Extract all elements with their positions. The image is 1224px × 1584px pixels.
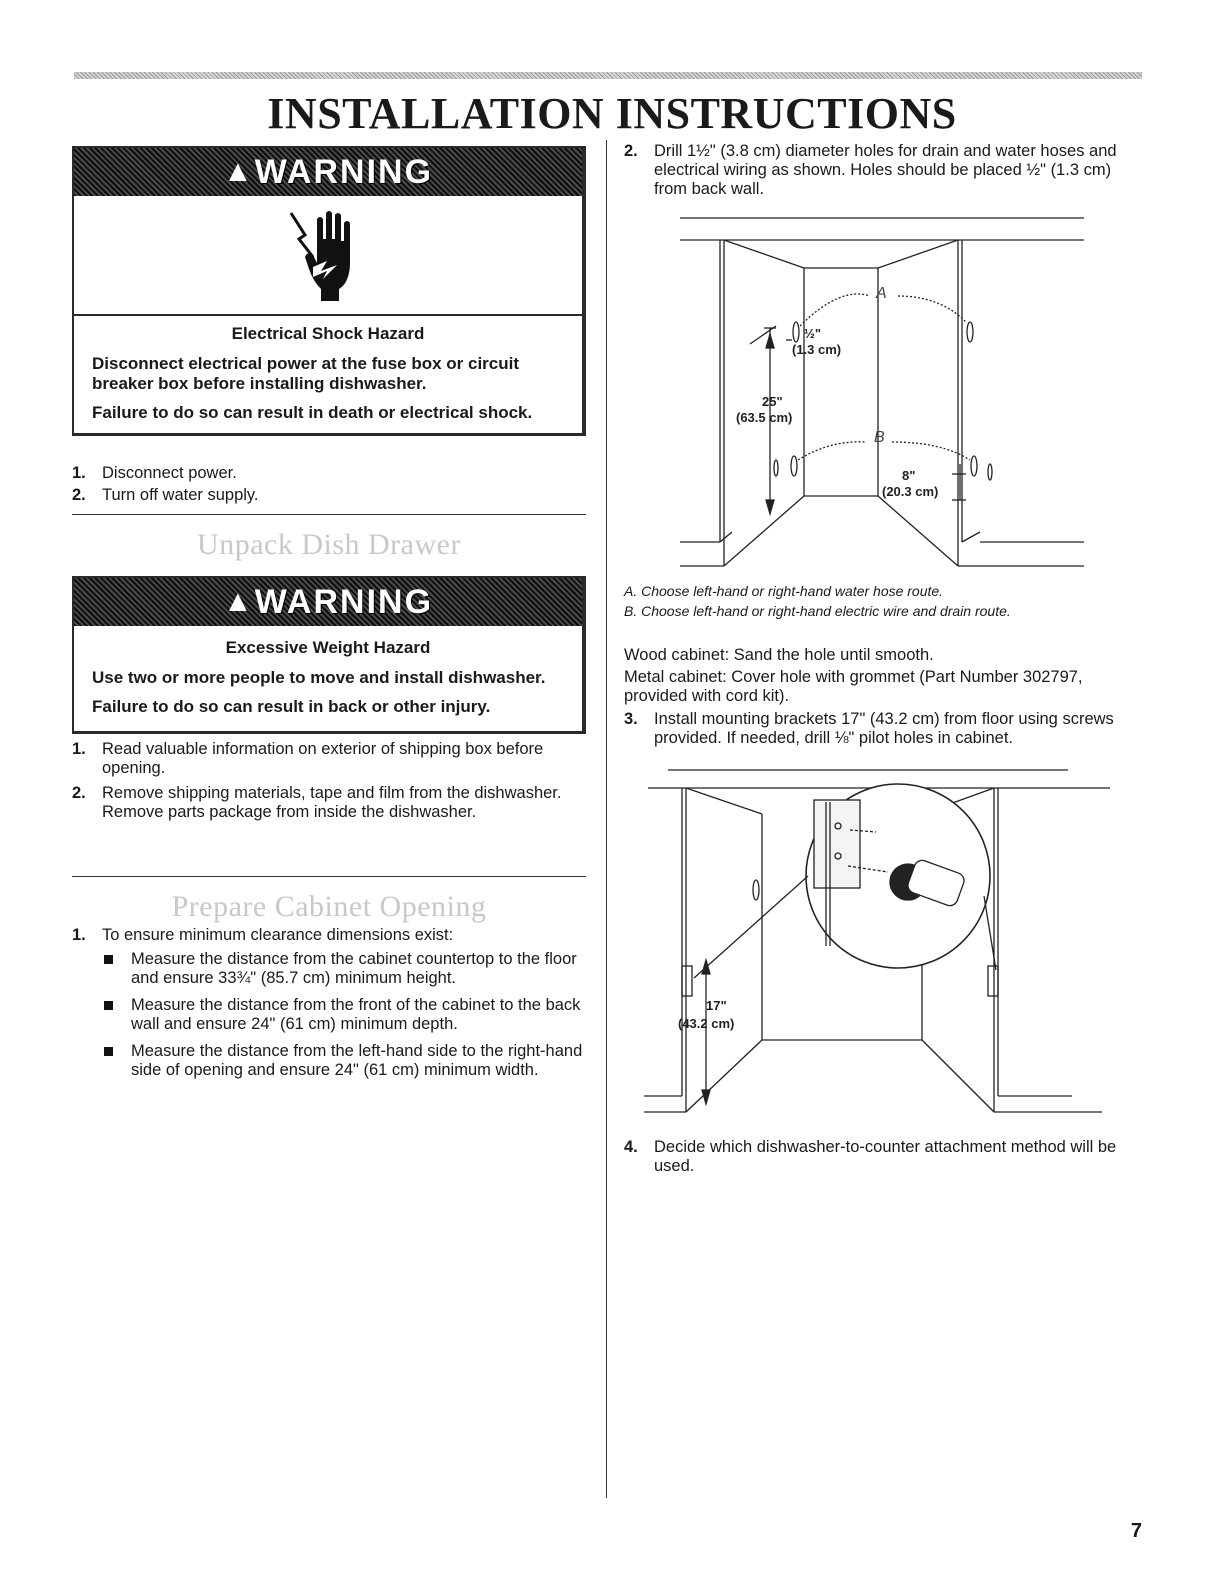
wood-cabinet-note: Wood cabinet: Sand the hole until smooth.	[624, 646, 934, 664]
warning-label: WARNING	[254, 582, 434, 621]
list-item: 3. Install mounting brackets 17" (43.2 cm) from floor using screws provided. If needed, drill ⅛" pilot holes in cabinet.	[624, 710, 1114, 747]
top-decorative-rule	[74, 72, 1142, 79]
hazard-title: Excessive Weight Hazard	[225, 638, 431, 657]
warning-instruction: Use two or more people to move and install dishwasher.	[92, 668, 546, 687]
column-divider	[606, 140, 607, 1498]
warning-label: WARNING	[254, 152, 434, 191]
prepare-section-title: Prepare Cabinet Opening	[171, 890, 487, 923]
section-divider	[72, 514, 586, 515]
bullet-item: Measure the distance from the cabinet countertop to the floor and ensure 33¾" (85.7 cm) minimum height.	[102, 950, 586, 988]
attachment-step	[624, 1138, 1124, 1179]
dim-8-cm: (20.3 cm)	[882, 484, 939, 499]
metal-cabinet-note: Metal cabinet: Cover hole with grommet (Part Number 302797, provided with cord kit).	[624, 668, 1083, 705]
dim-half-inch: ½"	[804, 326, 822, 341]
warning-header	[74, 148, 582, 196]
electrical-shock-hand-icon	[283, 205, 373, 305]
dim-17-cm: (43.2 cm)	[678, 1016, 735, 1031]
dim-17-inch: 17"	[706, 998, 727, 1013]
warning-icon-row	[74, 196, 582, 316]
bullet-square-icon	[104, 1001, 113, 1010]
electrical-warning-box	[72, 146, 586, 436]
list-item: 4. Decide which dishwasher-to-counter attachment method will be used.	[624, 1138, 1117, 1175]
page-number: 7	[1130, 1520, 1142, 1542]
dim-25-inch: 25"	[762, 394, 783, 409]
dim-half-cm: (1.3 cm)	[792, 342, 842, 357]
warning-triangle-icon: ▲	[222, 585, 253, 618]
dim-8-inch: 8"	[902, 468, 916, 483]
dim-25-cm: (63.5 cm)	[736, 410, 793, 425]
bullet-item: Measure the distance from the front of the cabinet to the back wall and ensure 24" (61 cm) minimum depth.	[102, 996, 586, 1034]
list-item: 2. Turn off water supply.	[72, 486, 259, 504]
list-item: 1. To ensure minimum clearance dimensions exist:	[72, 926, 454, 944]
label-a: A	[876, 285, 887, 302]
list-item: 2. Drill 1½" (3.8 cm) diameter holes for drain and water hoses and electrical wiring as shown. Holes should be placed ½" (1.3 cm) from back wall.	[624, 142, 1117, 198]
mounting-bracket-diagram	[640, 766, 1110, 1116]
warning-consequence: Failure to do so can result in death or electrical shock.	[92, 403, 533, 422]
warning-triangle-icon: ▲	[222, 155, 253, 188]
warning-instruction: Disconnect electrical power at the fuse box or circuit breaker box before installing dishwasher.	[92, 354, 520, 393]
list-item: 1. Disconnect power.	[72, 464, 237, 482]
unpack-steps-list	[72, 740, 586, 825]
warning-header	[74, 578, 582, 626]
caption-b: B. Choose left-hand or right-hand electric wire and drain route.	[624, 603, 1011, 619]
power-steps-list	[72, 464, 586, 508]
list-item: 2. Remove shipping materials, tape and film from the dishwasher. Remove parts package from inside the dishwasher.	[72, 784, 562, 821]
drill-step	[624, 142, 1124, 202]
bullet-square-icon	[104, 1047, 113, 1056]
caption-a: A. Choose left-hand or right-hand water hose route.	[624, 583, 944, 599]
bracket-step	[624, 710, 1124, 751]
weight-warning-box	[72, 576, 586, 734]
bullet-square-icon	[104, 955, 113, 964]
label-b: B	[874, 429, 885, 446]
hazard-title: Electrical Shock Hazard	[231, 324, 425, 343]
page-title: INSTALLATION INSTRUCTIONS	[267, 89, 957, 138]
section-divider	[72, 876, 586, 877]
cabinet-holes-diagram	[680, 216, 1090, 576]
bullet-item: Measure the distance from the left-hand side to the right-hand side of opening and ensure 24" (61 cm) minimum width.	[102, 1042, 586, 1080]
list-item: 1. Read valuable information on exterior of shipping box before opening.	[72, 740, 544, 777]
prepare-steps-list	[72, 926, 586, 948]
unpack-section-title: Unpack Dish Drawer	[197, 528, 461, 561]
warning-consequence: Failure to do so can result in back or other injury.	[92, 697, 491, 716]
clearance-bullets	[102, 950, 586, 1088]
